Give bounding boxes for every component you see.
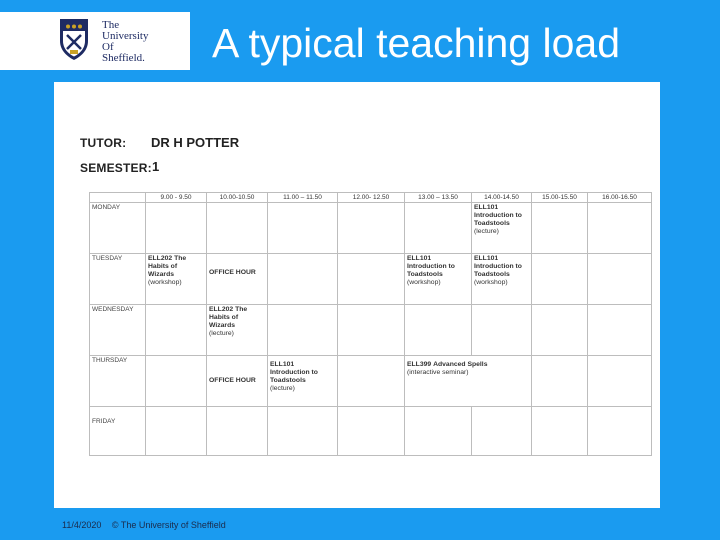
logo-wordmark — [102, 20, 148, 64]
footer-date: 11/4/2020 — [62, 520, 102, 530]
session-type: (workshop) — [474, 279, 508, 286]
time-slot: 9.00 - 9.50 — [146, 193, 207, 203]
corner-cell — [90, 193, 146, 203]
session-type: (lecture) — [209, 330, 234, 337]
semester-value: 1 — [152, 159, 160, 174]
session-type: (lecture) — [474, 228, 499, 235]
module-title: Introduction to Toadstools — [407, 263, 455, 278]
logo-line: The — [102, 19, 120, 31]
module-title: The Habits of Wizards — [209, 306, 248, 329]
time-slot: 12.00- 12.50 — [338, 193, 405, 203]
university-logo — [0, 12, 190, 70]
timetable-entry — [268, 356, 338, 407]
slide-footer — [62, 520, 234, 530]
module-code: ELL399 — [407, 361, 432, 368]
office-hour-label: OFFICE HOUR — [209, 377, 256, 384]
timetable-entry — [207, 356, 268, 407]
timetable-entry — [405, 356, 532, 407]
day-row-wednesday — [90, 305, 652, 356]
timetable-entry — [146, 254, 207, 305]
module-code: ELL202 — [148, 255, 173, 262]
module-code: ELL202 — [209, 306, 234, 313]
time-slot: 10.00-10.50 — [207, 193, 268, 203]
session-type: (interactive seminar) — [407, 369, 469, 376]
logo-line: Of — [102, 41, 114, 53]
module-code: ELL101 — [474, 255, 499, 262]
time-slot: 11.00 – 11.50 — [268, 193, 338, 203]
module-code: ELL101 — [474, 204, 499, 211]
timetable-entry — [207, 305, 268, 356]
time-slot: 14.00-14.50 — [472, 193, 532, 203]
logo-line: Sheffield. — [102, 52, 145, 64]
module-code: ELL101 — [407, 255, 432, 262]
module-title: Advanced Spells — [433, 361, 488, 368]
timetable-document — [54, 82, 660, 508]
module-title: Introduction to Toadstools — [270, 369, 318, 384]
module-title: Introduction to Toadstools — [474, 263, 522, 278]
shield-crest-icon — [58, 17, 90, 61]
logo-line: University — [102, 30, 149, 42]
timetable-entry — [207, 254, 268, 305]
day-label: WEDNESDAY — [90, 305, 146, 356]
timetable-grid — [89, 192, 652, 456]
tutor-label: TUTOR: — [80, 136, 127, 150]
time-header-row — [90, 193, 652, 203]
time-slot: 13.00 – 13.50 — [405, 193, 472, 203]
session-type: (workshop) — [407, 279, 441, 286]
module-title: The Habits of Wizards — [148, 255, 187, 278]
day-row-monday — [90, 203, 652, 254]
day-label: MONDAY — [90, 203, 146, 254]
tutor-value: DR H POTTER — [151, 135, 240, 150]
slide-title: A typical teaching load — [212, 20, 620, 66]
timetable-entry — [405, 254, 472, 305]
time-slot: 15.00-15.50 — [532, 193, 588, 203]
day-label: THURSDAY — [90, 356, 146, 407]
day-label: FRIDAY — [90, 407, 146, 456]
semester-label: SEMESTER: — [80, 161, 152, 175]
day-label: TUESDAY — [90, 254, 146, 305]
day-row-thursday — [90, 356, 652, 407]
office-hour-label: OFFICE HOUR — [209, 269, 256, 276]
footer-copyright: © The University of Sheffield — [111, 520, 226, 530]
module-code: ELL101 — [270, 361, 295, 368]
session-type: (lecture) — [270, 385, 295, 392]
time-slot: 16.00-16.50 — [588, 193, 652, 203]
day-row-friday — [90, 407, 652, 456]
timetable-entry — [472, 254, 532, 305]
timetable-entry — [472, 203, 532, 254]
module-title: Introduction to Toadstools — [474, 212, 522, 227]
session-type: (workshop) — [148, 279, 182, 286]
day-row-tuesday — [90, 254, 652, 305]
